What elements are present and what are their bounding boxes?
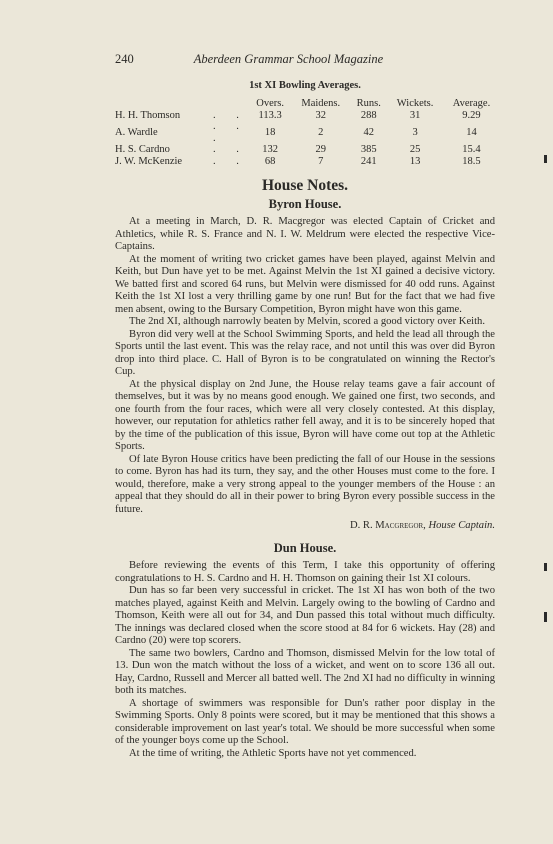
table-cell: 288 [360,109,377,121]
leader-dots: . . . [213,121,248,144]
table-cell: 25 [409,144,421,155]
table-row [115,144,500,156]
dun-paragraph: At the time of writing, the Athletic Sports have not yet commenced. [129,747,417,759]
table-header-row [115,97,500,110]
column-header: Wickets. [396,97,434,109]
player-name: H. H. Thomson [115,109,181,121]
page-content [115,80,495,760]
dun-house-heading: Dun House. [273,540,337,555]
table-cell: 13 [409,155,421,167]
table-cell: 9.29 [462,109,481,121]
dun-paragraph: A shortage of swimmers was responsible for Dun's rather poor display in the Swimming Sports. Only 8 points were scored, but it may be mentioned that this shows a considerable improvement on last year's total. We should be more successful when some of the younger boys come up the School. [115,697,495,746]
byron-paragraph: Of late Byron House critics have been predicting the fall of our House in the sessions to come. Byron has had its turn, they say, and the other Houses must come to the fore. I would, therefore, make a very strong appeal to the younger members of the House : an appeal that they should do all in their power to bring Byron every possible success in the future. [115,453,495,515]
column-header: Maidens. [301,97,341,109]
table-cell: 132 [262,144,278,155]
table-cell: 385 [360,144,377,155]
bowling-table-title: 1st XI Bowling Averages. [249,80,361,91]
byron-paragraph: At the moment of writing two cricket games have been played, against Melvin and Keith, but Dun have yet to be met. Against Melvin the 1st XI gained a decisive victory. We batted first and scored 64 runs, but Melvin were dismissed for 40 odd runs. Against Keith the 1st XI lost a very thrilling game by one run! But for the fact that we had five men absent, owing to the Bursary Competition, Byron might have won this game. [115,253,495,315]
margin-mark [544,155,547,163]
byron-signature [115,520,495,533]
margin-mark [544,563,547,571]
table-cell: 7 [318,155,324,167]
player-name: J. W. McKenzie [115,155,183,167]
table-cell: 68 [264,155,276,167]
table-cell: 18 [264,126,276,138]
byron-paragraph: At the physical display on 2nd June, the House relay teams gave a fair account of themselves, but it was by no means good enough. We gained one first, two seconds, and one fourth from the four races, which were all very closely contested. At this display, however, our reputation for athletics rather fell away, and it is to be sincerely hoped that by the time of the publication of this issue, Byron will have come out top at the Athletic Sports. [115,378,495,452]
table-cell: 29 [315,144,326,155]
dun-paragraph: Before reviewing the events of this Term, I take this opportunity of offering congratulations to H. S. Cardno and H. H. Thomson on gaining their 1st XI colours. [115,560,495,584]
signature-role: House Captain. [428,520,495,531]
dun-paragraph: Dun has so far been very successful in cricket. The 1st XI has won both of the two matches played, against Keith and Melvin. Largely owing to the bowling of Cardno and Thomson, Keith were all out for 34, and Dun passed this total without much difficulty. The innings was declared closed when the score stood at 84 for 6 wickets. Hay (28) and Cardno (20) were top scorers. [115,585,495,646]
page-number: 240 [115,52,134,66]
table-cell: 14 [466,126,477,138]
leader-dots: . . [213,109,248,121]
table-cell: 15.4 [462,144,481,155]
column-header: Average. [452,97,491,109]
table-cell: 241 [360,155,377,167]
byron-paragraph: Byron did very well at the School Swimming Sports, and held the lead all through the Sports until the last event. This was the relay race, and not until this was over did Byron drop into third place. C. Hall of Byron is to be congratulated on winning the Rector's Cup. [115,328,495,377]
byron-paragraph: The 2nd XI, although narrowly beaten by Melvin, scored a good victory over Keith. [129,316,485,327]
player-name: A. Wardle [115,126,158,138]
journal-title: Aberdeen Grammar School Magazine [193,52,384,66]
table-row [115,121,500,144]
table-cell: 2 [318,126,324,138]
column-header: Runs. [356,97,381,109]
leader-dots: . . [213,155,248,167]
player-name: H. S. Cardno [115,144,170,155]
table-cell: 42 [363,126,374,138]
margin-mark [544,612,547,622]
table-cell: 18.5 [462,155,481,167]
table-cell: 31 [409,109,421,121]
leader-dots: . . [213,144,248,155]
signature-name: D. R. Macgregor, [349,520,426,531]
section-heading: House Notes. [261,177,349,194]
table-cell: 32 [315,109,326,121]
byron-house-heading: Byron House. [268,196,342,211]
dun-paragraph: The same two bowlers, Cardno and Thomson, dismissed Melvin for the low total of 13. Dun won the match without the loss of a wicket, and went on to score 136 all out. Hay, Cardno, Russell and Mercer all batted well. The 2nd XI had no difficulty in winning both its matches. [115,647,495,696]
table-row [115,156,500,168]
table-cell: 113.3 [258,109,282,121]
table-row [115,110,500,122]
page-header [115,52,495,67]
column-header: Overs. [256,97,284,109]
table-cell: 3 [412,126,418,138]
bowling-averages-table [115,97,500,168]
byron-paragraph: At a meeting in March, D. R. Macgregor was elected Captain of Cricket and Athletics, while R. S. France and N. I. W. Meldrum were elected the respective Vice-Captains. [115,216,495,252]
